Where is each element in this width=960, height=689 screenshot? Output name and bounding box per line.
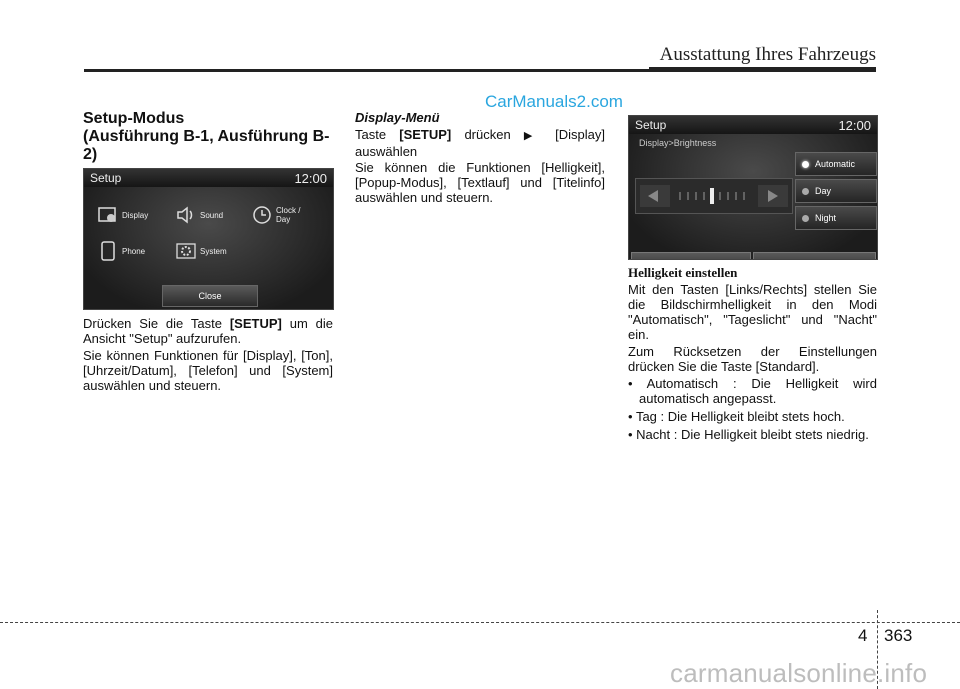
header-rule-accent (649, 67, 876, 72)
bullet-item: • Tag : Die Helligkeit bleibt stets hoch. (628, 409, 845, 424)
watermark-link[interactable]: CarManuals2.com (485, 92, 623, 111)
bullet-text: Nacht : Die Helligkeit bleibt stets niedrig. (636, 427, 869, 442)
screen-clock-2: 12:00 (838, 118, 871, 133)
option-night-label: Night (815, 213, 837, 223)
radio-dot-icon (802, 188, 809, 195)
chapter-number: 4 (858, 626, 868, 645)
slider-thumb (710, 188, 714, 204)
menu-item-clock (252, 205, 300, 225)
setup-key-label-2: [SETUP] (399, 127, 452, 142)
p1-text-start: Drücken Sie die Taste (83, 316, 230, 331)
footer-watermark: carmanualsonline.info (670, 658, 928, 688)
heading-line-2: (Ausführung B-1, Ausführung B-2) (83, 128, 330, 163)
speaker-icon (176, 205, 196, 225)
phone-icon (98, 241, 118, 261)
brightness-screen-image (628, 115, 878, 260)
clock-icon (252, 205, 272, 225)
brightness-slider (635, 178, 793, 214)
brightness-slider-graphic (636, 179, 792, 213)
option-night (795, 206, 877, 230)
radio-dot-icon (802, 161, 809, 168)
menu-item-system (176, 241, 227, 261)
screen-titlebar-2 (629, 116, 877, 134)
menu-item-display (98, 205, 148, 225)
m1-text-mid: drücken (451, 127, 524, 142)
option-day (795, 179, 877, 203)
bullet-text: Automatisch : Die Helligkeit wird automatisch angepasst. (639, 376, 877, 406)
back-arrow-icon (687, 258, 695, 260)
m1-text-end: [Display] auswählen (355, 127, 605, 159)
option-day-label: Day (815, 186, 832, 196)
gear-icon (176, 241, 196, 261)
setup-key-label: [SETUP] (229, 316, 282, 331)
option-automatic (795, 152, 877, 176)
menu-label-clock (276, 206, 300, 224)
heading-line-1: Setup-Modus (83, 110, 185, 127)
running-header: Ausstattung Ihres Fahrzeugs (659, 44, 876, 65)
display-icon (98, 205, 118, 225)
bullet-item: • Automatisch : Die Helligkeit wird automatisch angepasst. (628, 376, 877, 406)
screen-clock: 12:00 (294, 171, 327, 186)
clock-label-line-2: Day (276, 215, 291, 224)
radio-dot-icon (802, 215, 809, 222)
screen-body-2 (629, 134, 877, 259)
bullet-text: Tag : Die Helligkeit bleibt stets hoch. (635, 409, 845, 424)
left-paragraph-2: Sie können Funktionen für [Display], [Ton], [Uhrzeit/Datum], [Telefon] und [System] auswählen und steuern. (83, 348, 333, 393)
menu-label-sound: Sound (200, 210, 224, 220)
screen-body (84, 187, 333, 309)
setup-screen-image (83, 168, 334, 310)
arrow-right-icon: ▶ (523, 130, 542, 142)
right-paragraph-1: Mit den Tasten [Links/Rechts] stellen Sie die Bildschirmhelligkeit in den Modi "Automatisch", "Tageslicht" und "Nacht" ein. (628, 282, 877, 342)
footer-rule (0, 622, 960, 623)
bullet-item: • Nacht : Die Helligkeit bleibt stets niedrig. (628, 427, 869, 442)
middle-paragraph-2: Sie können die Funktionen [Helligkeit], [Popup-Modus], [Textlauf] und [Titelinfo] auswählen und steuern. (355, 160, 605, 205)
m1-text-start: Taste (355, 127, 400, 142)
menu-label-system: System (200, 246, 227, 256)
right-paragraph-2: Zum Rücksetzen der Einstellungen drücken Sie die Taste [Standard]. (628, 344, 877, 374)
page-number: 363 (884, 626, 913, 645)
section-heading (83, 110, 333, 164)
back-button (631, 252, 751, 260)
menu-item-sound (176, 205, 223, 225)
clock-label-line-1: Clock / (276, 206, 301, 215)
menu-label-display: Display (122, 210, 149, 220)
bullet-list (628, 376, 877, 442)
default-button (753, 252, 876, 260)
screen-titlebar (84, 169, 333, 187)
screen-title-2: Setup (635, 118, 667, 132)
option-automatic-label: Automatic (815, 159, 856, 169)
close-button: Close (162, 285, 258, 307)
brightness-subheading: Helligkeit einstellen (628, 265, 738, 280)
screen-title: Setup (90, 171, 122, 185)
menu-item-phone (98, 241, 145, 261)
left-paragraph-1 (83, 316, 333, 346)
display-menu-heading: Display-Menü (355, 110, 440, 125)
breadcrumb: Display>Brightness (639, 138, 717, 148)
menu-label-phone: Phone (122, 246, 146, 256)
middle-paragraph-1 (355, 127, 605, 159)
p1-text-end: um die Ansicht "Setup" aufzurufen. (83, 316, 333, 346)
